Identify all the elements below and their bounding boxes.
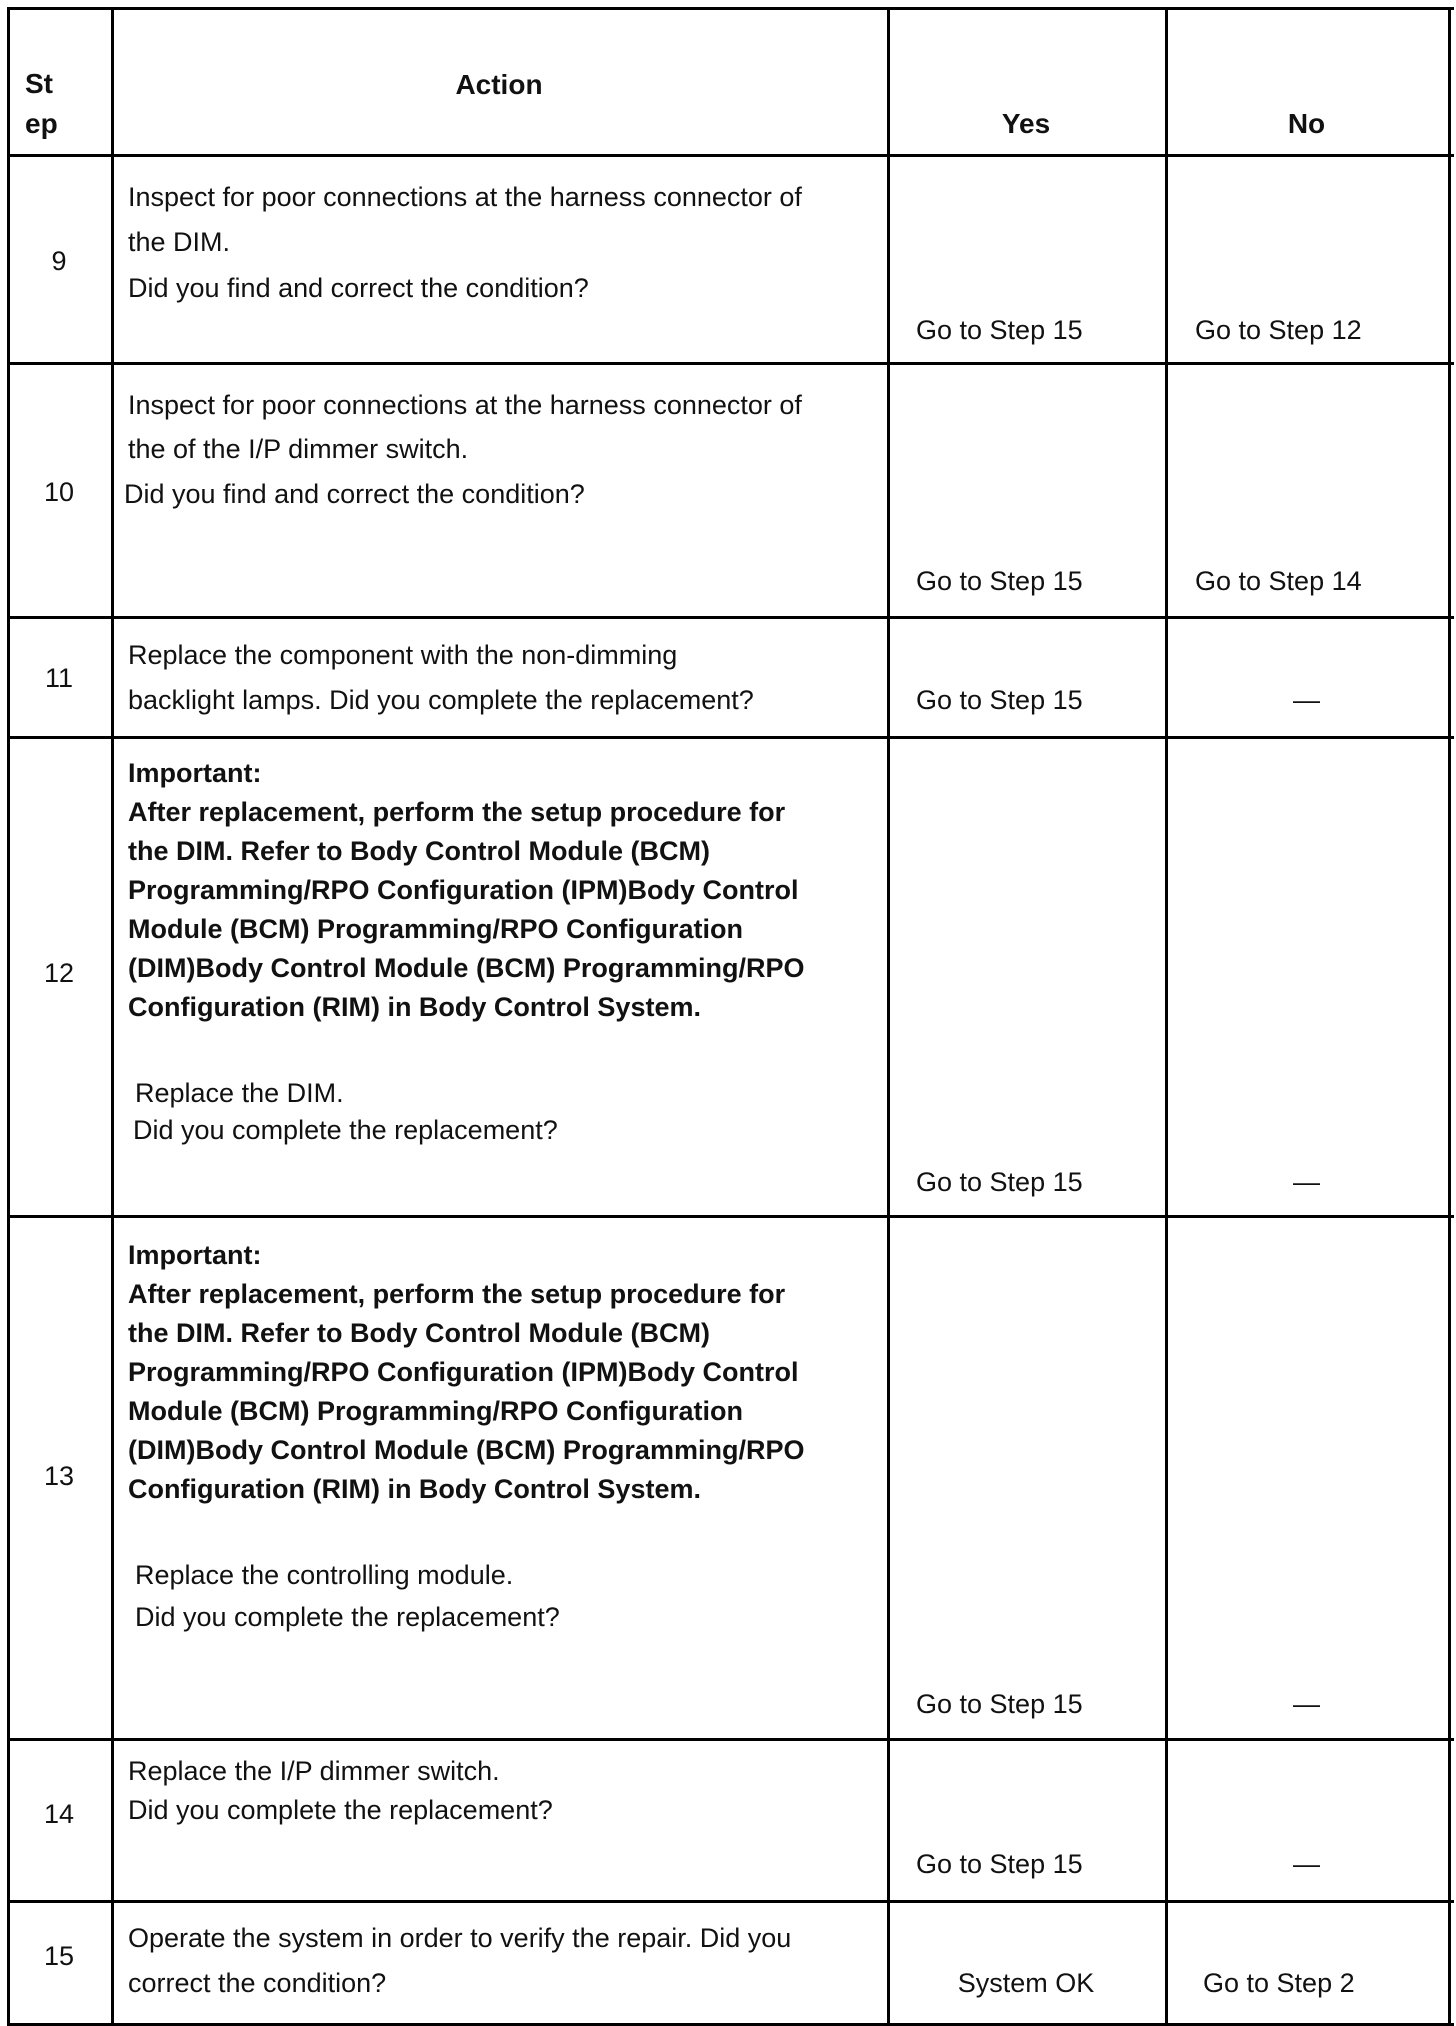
action-text: Replace the DIM.	[135, 1078, 344, 1108]
action-text: the of the I/P dimmer switch.	[128, 434, 469, 464]
no-result: Go to Step 12	[1195, 315, 1362, 345]
yes-result: Go to Step 15	[916, 685, 1083, 715]
important-label: Important:	[128, 1240, 262, 1270]
important-label: Important:	[128, 758, 262, 788]
action-text: Did you complete the replacement?	[135, 1602, 560, 1632]
action-text: Inspect for poor connections at the harness connector of	[128, 390, 802, 420]
row-divider	[7, 736, 1454, 739]
row-divider	[7, 1738, 1454, 1741]
yes-result: System OK	[957, 1968, 1095, 1998]
important-text: Module (BCM) Programming/RPO Configuration	[128, 1396, 743, 1426]
header-yes: Yes	[1001, 108, 1051, 139]
no-result: —	[1293, 1689, 1320, 1719]
no-result: —	[1293, 1849, 1320, 1879]
yes-result: Go to Step 15	[916, 1849, 1083, 1879]
important-text: After replacement, perform the setup procedure for	[128, 797, 786, 827]
header-step-line2: ep	[25, 108, 58, 139]
important-text: the DIM. Refer to Body Control Module (BCM)	[128, 1318, 710, 1348]
action-text: backlight lamps. Did you complete the replacement?	[128, 685, 754, 715]
action-text: Did you complete the replacement?	[128, 1795, 553, 1825]
action-text: the DIM.	[128, 227, 231, 257]
step-number: 9	[51, 246, 67, 276]
yes-result: Go to Step 15	[916, 566, 1083, 596]
action-text: Replace the component with the non-dimming	[128, 640, 678, 670]
row-divider	[7, 616, 1454, 619]
important-text: (DIM)Body Control Module (BCM) Programming/RPO	[128, 953, 805, 983]
important-text: Configuration (RIM) in Body Control System.	[128, 1474, 701, 1504]
step-number: 13	[43, 1461, 75, 1491]
yes-result: Go to Step 15	[916, 315, 1083, 345]
table-border-left	[7, 7, 10, 2026]
important-text: Programming/RPO Configuration (IPM)Body Control	[128, 875, 799, 905]
column-divider-yes	[1165, 7, 1168, 2026]
column-divider-step	[111, 7, 114, 2026]
step-number: 15	[43, 1941, 75, 1971]
important-text: After replacement, perform the setup procedure for	[128, 1279, 786, 1309]
yes-result: Go to Step 15	[916, 1689, 1083, 1719]
important-text: Module (BCM) Programming/RPO Configuration	[128, 914, 743, 944]
no-result: Go to Step 2	[1203, 1968, 1355, 1998]
no-result: —	[1293, 685, 1320, 715]
action-text: Did you complete the replacement?	[133, 1115, 558, 1145]
column-divider-action	[887, 7, 890, 2026]
important-text: Programming/RPO Configuration (IPM)Body Control	[128, 1357, 799, 1387]
action-text: Replace the I/P dimmer switch.	[128, 1756, 500, 1786]
yes-result: Go to Step 15	[916, 1167, 1083, 1197]
header-no: No	[1287, 108, 1326, 139]
no-result: —	[1293, 1167, 1320, 1197]
step-number: 14	[43, 1799, 75, 1829]
header-action: Action	[455, 69, 543, 100]
row-divider	[7, 1900, 1454, 1903]
step-number: 11	[44, 663, 74, 693]
row-divider	[7, 362, 1454, 365]
important-text: Configuration (RIM) in Body Control System.	[128, 992, 701, 1022]
diagnostic-table	[7, 7, 1454, 2026]
table-border-top	[7, 7, 1454, 10]
action-text: Did you find and correct the condition?	[124, 479, 585, 509]
row-divider	[7, 154, 1454, 157]
action-text: Did you find and correct the condition?	[128, 273, 589, 303]
action-text: Replace the controlling module.	[135, 1560, 514, 1590]
header-step-line1: St	[25, 68, 53, 99]
action-text: Operate the system in order to verify the repair. Did you	[128, 1923, 792, 1953]
important-text: (DIM)Body Control Module (BCM) Programming/RPO	[128, 1435, 805, 1465]
row-divider	[7, 1215, 1454, 1218]
action-text: correct the condition?	[128, 1968, 387, 1998]
step-number: 12	[43, 958, 75, 988]
step-number: 10	[43, 477, 75, 507]
action-text: Inspect for poor connections at the harness connector of	[128, 182, 802, 212]
no-result: Go to Step 14	[1195, 566, 1362, 596]
table-border-right	[1448, 7, 1451, 2026]
important-text: the DIM. Refer to Body Control Module (BCM)	[128, 836, 710, 866]
